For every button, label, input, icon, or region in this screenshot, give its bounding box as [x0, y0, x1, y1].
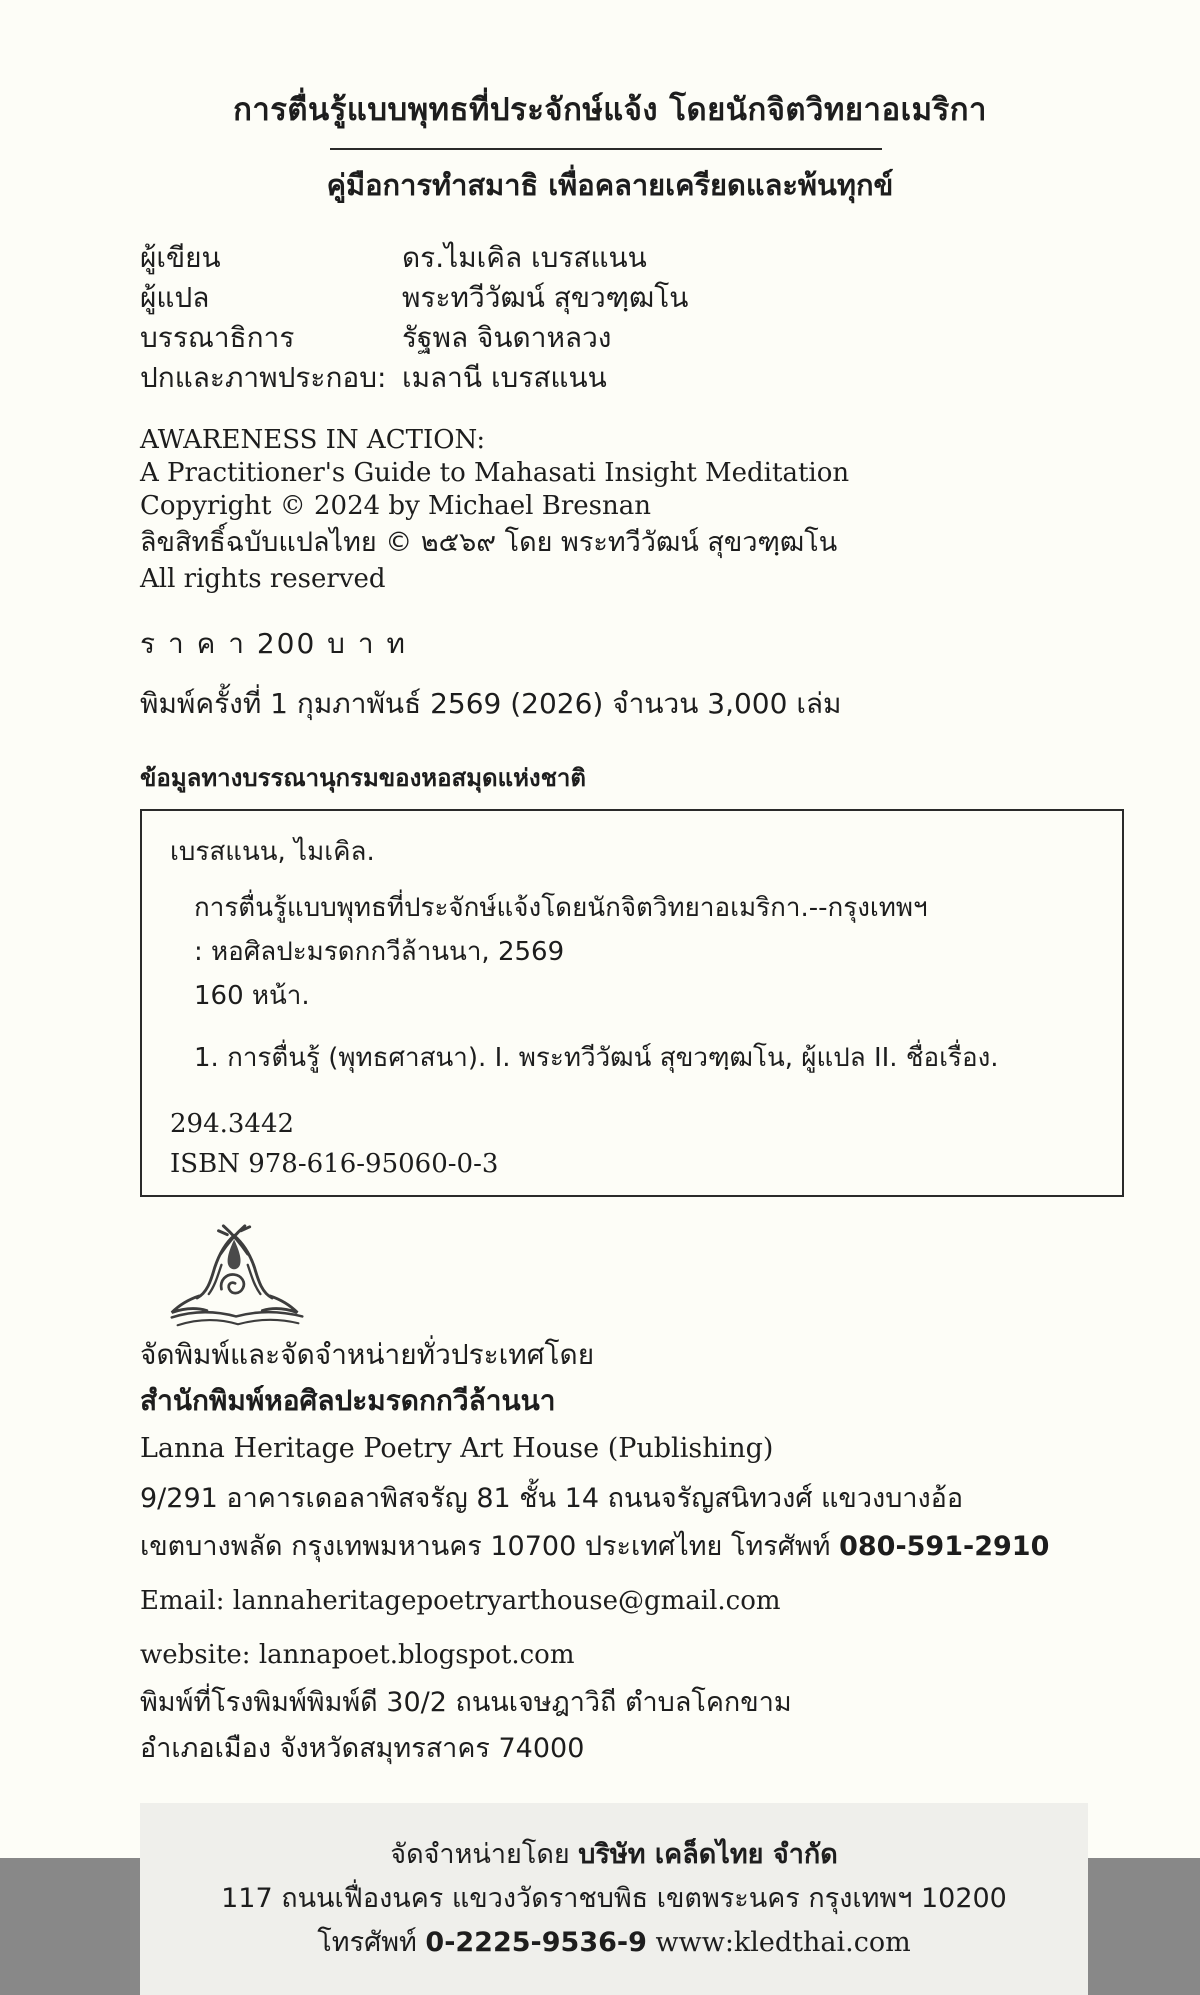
distributor-phone-label: โทรศัพท์ [317, 1927, 417, 1958]
cip-isbn-line: ISBN 978-616-95060-0-3 [170, 1149, 499, 1179]
price-line: ร า ค า 200 บ า ท [140, 627, 407, 660]
cip-publisher-line: : หอศิลปะมรดกกวีล้านนา, 2569 [194, 937, 565, 967]
book-title: การตื่นรู้แบบพุทธที่ประจักษ์แจ้ง โดยนักจิตวิทยาอเมริกา [233, 92, 987, 128]
lanna-emblem-icon [158, 1221, 318, 1333]
distributor-company: บริษัท เคล็ดไทย จำกัด [578, 1839, 838, 1870]
cip-title-line: การตื่นรู้แบบพุทธที่ประจักษ์แจ้งโดยนักจิตวิทยาอเมริกา.--กรุงเทพฯ [194, 893, 928, 923]
email-address: lannaheritagepoetryarthouse@gmail.com [232, 1586, 781, 1616]
printer-line1: พิมพ์ที่โรงพิมพ์พิมพ์ดี 30/2 ถนนเจษฎาวิถี ตำบลโคกขาม [140, 1687, 792, 1718]
distributor-prefix: จัดจำหน่ายโดย [390, 1839, 570, 1870]
publisher-address-line1: 9/291 อาคารเดอลาพิสจรัญ 81 ชั้น 14 ถนนจรัญสนิทวงศ์ แขวงบางอ้อ [140, 1483, 964, 1514]
distributor-box [140, 1803, 1088, 1995]
publisher-email-line [140, 1581, 1120, 1621]
copyright-line: Copyright © 2024 by Michael Bresnan [140, 491, 651, 521]
publisher-name-english: Lanna Heritage Poetry Art House (Publishing) [140, 1433, 774, 1464]
distributor-phone-line [160, 1921, 1068, 1965]
publisher-name-thai: สำนักพิมพ์หอศิลปะมรดกกวีล้านนา [140, 1384, 556, 1417]
credit-value: รัฐพล จินดาหลวง [402, 321, 612, 354]
distributed-by-line: จัดพิมพ์และจัดจำหน่ายทั่วประเทศโดย [140, 1338, 595, 1371]
credit-label: ผู้เขียน [140, 241, 221, 274]
credits-block [140, 238, 1120, 398]
website-address: lannapoet.blogspot.com [258, 1640, 575, 1670]
copyright-block [140, 424, 1120, 596]
printer-line2: อำเภอเมือง จังหวัดสมุทรสาคร 74000 [140, 1733, 585, 1764]
publisher-address-line2 [140, 1527, 1120, 1567]
distributor-address-line: 117 ถนนเฟื่องนคร แขวงวัดราชบพิธ เขตพระนคร กรุงเทพฯ 10200 [221, 1883, 1007, 1914]
original-title-line: AWARENESS IN ACTION: [140, 425, 486, 455]
cip-section [140, 758, 1120, 1197]
print-run-line: พิมพ์ครั้งที่ 1 กุมภาพันธ์ 2569 (2026) จำนวน 3,000 เล่ม [140, 687, 842, 720]
email-label: Email: [140, 1586, 225, 1616]
credit-label: ปกและภาพประกอบ: [140, 361, 387, 394]
distributor-name-line [160, 1833, 1068, 1877]
distributor-phone-number: 0-2225-9536-9 [425, 1927, 647, 1958]
publisher-phone-number: 080-591-2910 [839, 1531, 1050, 1562]
distributor-website: www:kledthai.com [655, 1927, 911, 1958]
credit-label: บรรณาธิการ [140, 321, 295, 354]
thai-copyright-line: ลิขสิทธิ์ฉบับแปลไทย © ๒๕๖๙ โดย พระทวีวัฒน์ สุขวฑฺฒโน [140, 527, 838, 558]
cip-ddc-number: 294.3442 [170, 1109, 295, 1139]
cip-header: ข้อมูลทางบรรณานุกรมของหอสมุดแห่งชาติ [140, 764, 586, 792]
credit-value: พระทวีวัฒน์ สุขวฑฺฒโน [402, 281, 689, 314]
credit-label: ผู้แปล [140, 281, 210, 314]
credit-value: ดร.ไมเคิล เบรสแนน [402, 241, 647, 274]
original-subtitle-line: A Practitioner's Guide to Mahasati Insight Meditation [140, 458, 850, 488]
website-label: website: [140, 1640, 251, 1670]
rights-reserved-line: All rights reserved [140, 564, 386, 594]
credit-row-author [140, 238, 1120, 278]
credit-row-editor [140, 318, 1120, 358]
book-subtitle: คู่มือการทำสมาธิ เพื่อคลายเครียดและพ้นทุกข์ [326, 168, 894, 202]
cip-box [140, 809, 1124, 1197]
credit-row-translator [140, 278, 1120, 318]
publisher-logo [158, 1221, 318, 1333]
cip-author-line: เบรสแนน, ไมเคิล. [170, 837, 375, 867]
credit-value: เมลานี เบรสแนน [402, 361, 607, 394]
publisher-section [140, 1221, 1120, 1769]
cip-subject-line: 1. การตื่นรู้ (พุทธศาสนา). I. พระทวีวัฒน์ สุขวฑฺฒโน, ผู้แปล II. ชื่อเรื่อง. [194, 1043, 999, 1073]
publisher-address-text: เขตบางพลัด กรุงเทพมหานคร 10700 ประเทศไทย โทรศัพท์ [140, 1531, 831, 1562]
title-divider [330, 148, 882, 150]
publisher-website-line [140, 1635, 1120, 1675]
cip-pages-line: 160 หน้า. [194, 981, 310, 1011]
credit-row-cover-art [140, 358, 1120, 398]
